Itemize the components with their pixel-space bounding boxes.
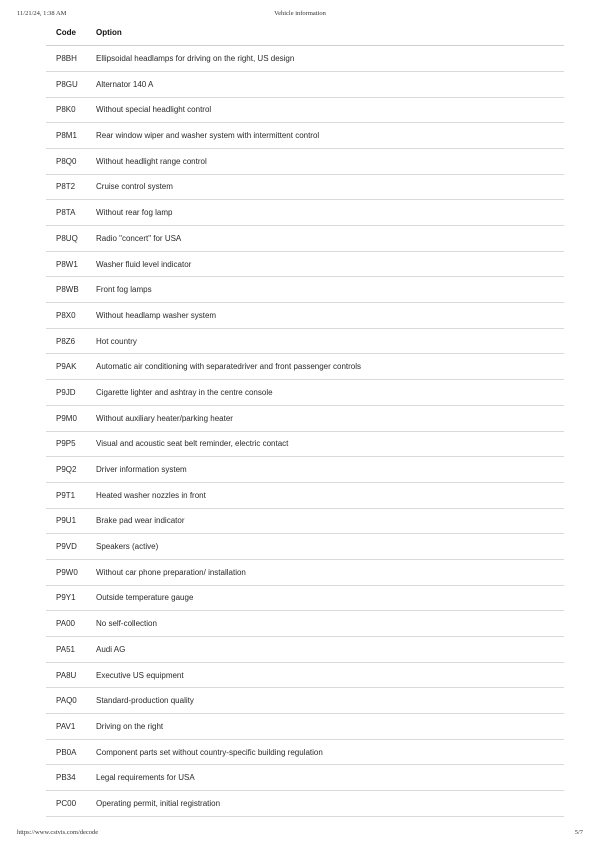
option-code: P9W0 (46, 559, 86, 585)
option-description: Without auxiliary heater/parking heater (86, 405, 564, 431)
option-code: PA8U (46, 662, 86, 688)
table-row (46, 457, 564, 483)
table-row (46, 200, 564, 226)
table-row (46, 328, 564, 354)
option-code: P8GU (46, 71, 86, 97)
option-description: Outside temperature gauge (86, 585, 564, 611)
table-row (46, 380, 564, 406)
option-code: P9U1 (46, 508, 86, 534)
option-code: P9M0 (46, 405, 86, 431)
option-code: P8M1 (46, 123, 86, 149)
option-code: P8X0 (46, 303, 86, 329)
option-code: P8W1 (46, 251, 86, 277)
option-code: P9T1 (46, 482, 86, 508)
table-row (46, 405, 564, 431)
column-header-option: Option (86, 20, 564, 46)
option-code: PA51 (46, 637, 86, 663)
vehicle-options-table (46, 20, 564, 817)
option-description: Rear window wiper and washer system with intermittent control (86, 123, 564, 149)
option-description: Washer fluid level indicator (86, 251, 564, 277)
table-row (46, 303, 564, 329)
option-description: Automatic air conditioning with separatedriver and front passenger controls (86, 354, 564, 380)
option-description: Component parts set without country-specific building regulation (86, 739, 564, 765)
table-row (46, 431, 564, 457)
table-row (46, 354, 564, 380)
table-row (46, 251, 564, 277)
option-description: Ellipsoidal headlamps for driving on the right, US design (86, 46, 564, 72)
option-description: Audi AG (86, 637, 564, 663)
option-description: Without rear fog lamp (86, 200, 564, 226)
print-page-title: Vehicle information (274, 10, 326, 17)
option-code: P8T2 (46, 174, 86, 200)
table-row (46, 174, 564, 200)
option-code: P9Q2 (46, 457, 86, 483)
option-code: P8Z6 (46, 328, 86, 354)
option-code: P8WB (46, 277, 86, 303)
option-description: Brake pad wear indicator (86, 508, 564, 534)
option-code: PB0A (46, 739, 86, 765)
option-description: Heated washer nozzles in front (86, 482, 564, 508)
option-description: Driving on the right (86, 714, 564, 740)
option-code: P9P5 (46, 431, 86, 457)
option-description: Cruise control system (86, 174, 564, 200)
option-description: Standard-production quality (86, 688, 564, 714)
table-row (46, 765, 564, 791)
print-footer (17, 829, 583, 841)
table-row (46, 662, 564, 688)
table-row (46, 791, 564, 817)
option-description: Hot country (86, 328, 564, 354)
table-header (46, 20, 564, 46)
table-row (46, 148, 564, 174)
option-description: Radio "concert" for USA (86, 226, 564, 252)
table-header-row (46, 20, 564, 46)
table-row (46, 688, 564, 714)
option-description: Executive US equipment (86, 662, 564, 688)
option-description: Without headlamp washer system (86, 303, 564, 329)
option-code: PAV1 (46, 714, 86, 740)
option-description: Legal requirements for USA (86, 765, 564, 791)
print-datetime: 11/21/24, 1:38 AM (17, 10, 67, 17)
option-code: P8UQ (46, 226, 86, 252)
option-code: P9AK (46, 354, 86, 380)
option-description: Without special headlight control (86, 97, 564, 123)
option-code: PB34 (46, 765, 86, 791)
table-row (46, 714, 564, 740)
option-code: PA00 (46, 611, 86, 637)
table-row (46, 226, 564, 252)
table-row (46, 97, 564, 123)
table-row (46, 46, 564, 72)
table-row (46, 482, 564, 508)
option-description: Cigarette lighter and ashtray in the centre console (86, 380, 564, 406)
table-row (46, 739, 564, 765)
option-code: P9JD (46, 380, 86, 406)
option-description: Front fog lamps (86, 277, 564, 303)
table-row (46, 534, 564, 560)
option-code: PC00 (46, 791, 86, 817)
table-row (46, 611, 564, 637)
option-description: No self-collection (86, 611, 564, 637)
option-description: Without headlight range control (86, 148, 564, 174)
option-code: P8Q0 (46, 148, 86, 174)
option-code: P9VD (46, 534, 86, 560)
option-description: Without car phone preparation/ installation (86, 559, 564, 585)
table-row (46, 123, 564, 149)
print-page-number: 5/7 (574, 829, 583, 836)
table-row (46, 559, 564, 585)
table-row (46, 637, 564, 663)
option-code: P8K0 (46, 97, 86, 123)
table-row (46, 71, 564, 97)
option-description: Visual and acoustic seat belt reminder, electric contact (86, 431, 564, 457)
option-description: Driver information system (86, 457, 564, 483)
option-code: PAQ0 (46, 688, 86, 714)
option-description: Alternator 140 A (86, 71, 564, 97)
column-header-code: Code (46, 20, 86, 46)
option-code: P8TA (46, 200, 86, 226)
option-description: Operating permit, initial registration (86, 791, 564, 817)
option-description: Speakers (active) (86, 534, 564, 560)
table-body (46, 46, 564, 817)
option-code: P8BH (46, 46, 86, 72)
table-row (46, 585, 564, 611)
print-source-url: https://www.cstvis.com/decode (17, 829, 99, 836)
table-row (46, 277, 564, 303)
table-row (46, 508, 564, 534)
option-code: P9Y1 (46, 585, 86, 611)
